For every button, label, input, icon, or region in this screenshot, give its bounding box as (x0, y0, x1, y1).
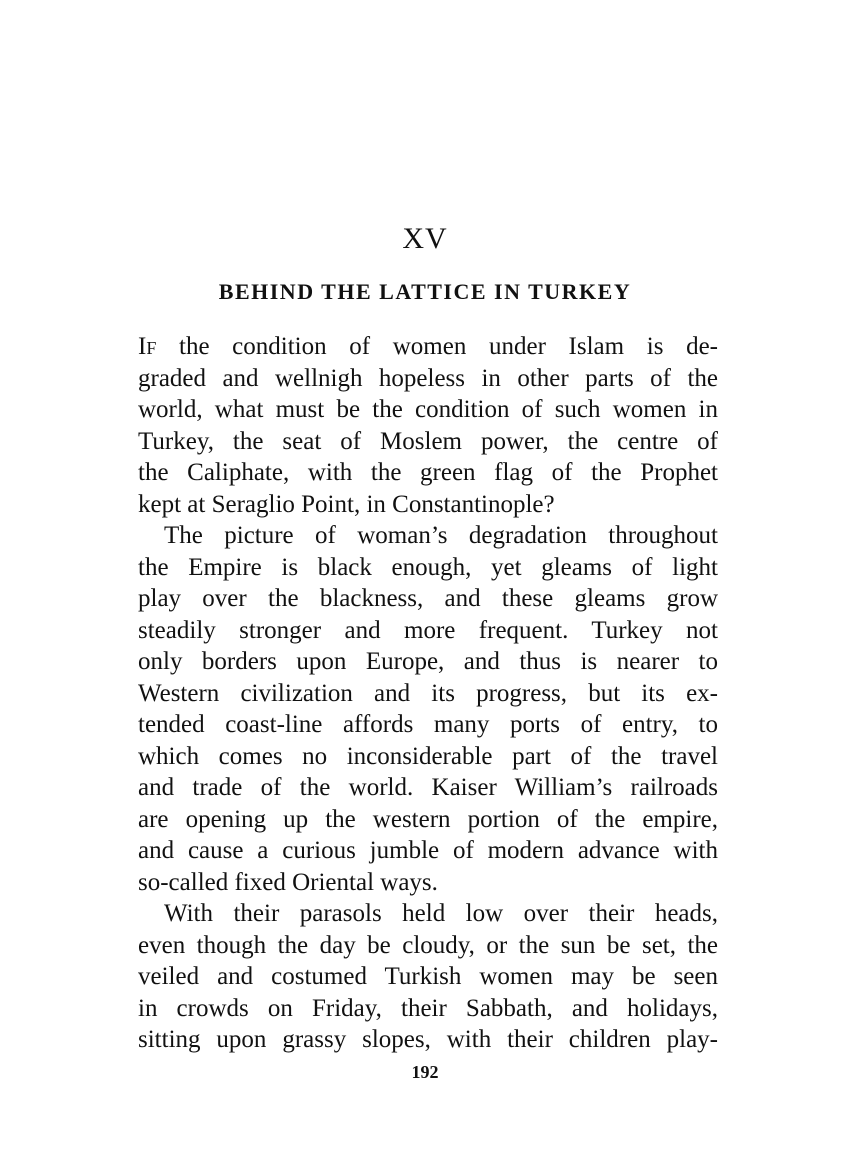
text-line: are opening up the western portion of the empire, (138, 805, 718, 833)
text-line: Turkey, the seat of Moslem power, the centre of (138, 427, 718, 455)
text-line: veiled and costumed Turkish women may be seen (138, 963, 718, 990)
text-line: tended coast-line affords many ports of entry, to (138, 711, 718, 738)
text-line: even though the day be cloudy, or the sun be set, the (138, 931, 718, 959)
text-line: sitting upon grassy slopes, with their children play- (138, 1026, 718, 1053)
text-line: and trade of the world. Kaiser William’s railroads (138, 774, 718, 801)
text-line-content: the condition of women under Islam is de- (156, 333, 718, 360)
text-line: so-called fixed Oriental ways. (138, 868, 438, 896)
chapter-number: XV (402, 222, 448, 255)
text-line: world, what must be the condition of such women in (138, 396, 718, 423)
drop-lead-word: If (138, 333, 157, 360)
text-line: With their parasols held low over their heads, (164, 900, 718, 927)
text-line (138, 331, 718, 363)
text-line: in crowds on Friday, their Sabbath, and holidays, (138, 994, 718, 1022)
body-text (138, 331, 718, 1056)
text-line: The picture of woman’s degradation throughout (164, 522, 718, 549)
page-number: 192 (411, 1062, 439, 1082)
text-line: graded and wellnigh hopeless in other parts of the (138, 364, 718, 392)
text-line: play over the blackness, and these gleams grow (138, 585, 718, 612)
text-line: Western civilization and its progress, but its ex- (138, 679, 718, 707)
text-line: kept at Seraglio Point, in Constantinople? (138, 490, 555, 518)
text-line: and cause a curious jumble of modern advance with (138, 837, 718, 864)
text-line: only borders upon Europe, and thus is nearer to (138, 648, 718, 675)
text-line: the Empire is black enough, yet gleams of light (138, 553, 718, 581)
text-line: the Caliphate, with the green flag of the Prophet (138, 459, 718, 486)
text-line: steadily stronger and more frequent. Turkey not (138, 616, 718, 644)
chapter-title: BEHIND THE LATTICE IN TURKEY (218, 279, 632, 304)
text-line: which comes no inconsiderable part of the travel (138, 742, 718, 770)
